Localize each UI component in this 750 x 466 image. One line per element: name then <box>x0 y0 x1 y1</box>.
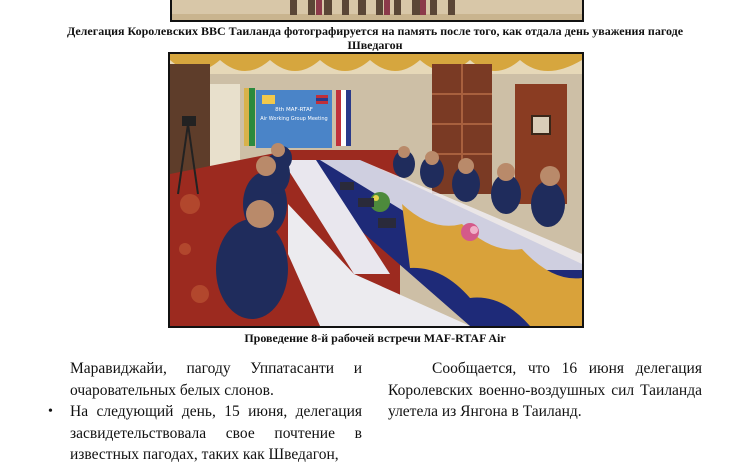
right-paragraph: Сообщается, что 16 июня делегация Королевских военно-воздушных сил Таиланда улетела из Янгона в Таиланд. <box>388 360 702 420</box>
bullet-item <box>48 401 362 466</box>
right-text-column <box>388 358 702 423</box>
left-text-column <box>48 358 362 466</box>
screen-subtitle: Air Working Group Meeting <box>260 116 328 122</box>
group-photo-image <box>172 0 584 22</box>
meeting-photo <box>168 52 584 328</box>
meeting-room-image <box>170 54 582 326</box>
screen-title: 8th MAF-RTAF <box>275 107 313 113</box>
meeting-photo-caption: Проведение 8-й рабочей встречи MAF-RTAF Air <box>244 331 506 345</box>
left-text-line-2: очаровательных белых слонов. <box>70 381 274 399</box>
top-photo <box>170 0 584 22</box>
bullet-text: На следующий день, 15 июня, делегация засвидетельствовала свое почтение в известных пагодах, таких как Шведагон, <box>70 403 362 463</box>
bullet-marker: • <box>48 404 53 419</box>
top-photo-caption: Делегация Королевских ВВС Таиланда фотографируется на память после того, как отдала день уважения пагоде Шведагон <box>66 24 684 52</box>
left-text-line-1: Маравиджайи, пагоду Уппатасанти и <box>70 360 362 377</box>
